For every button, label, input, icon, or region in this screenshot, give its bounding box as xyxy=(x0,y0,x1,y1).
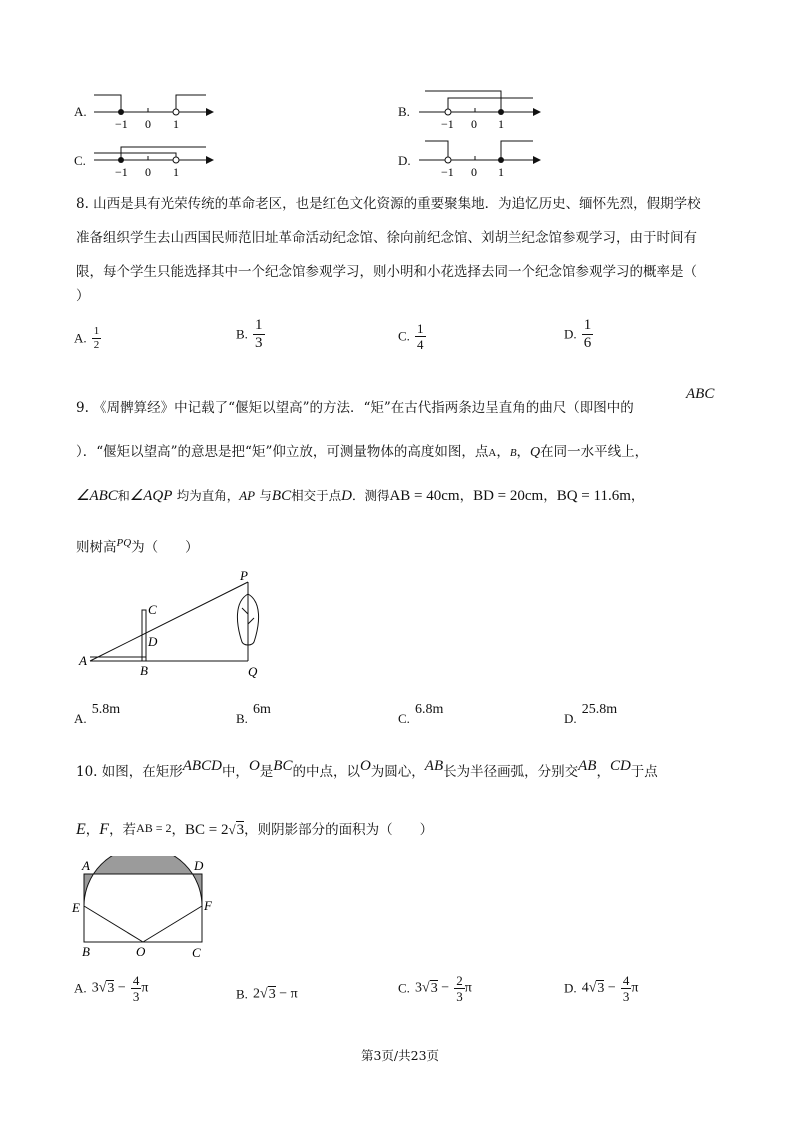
svg-text:1: 1 xyxy=(173,165,179,179)
q9-text-line-1: 9. 《周髀算经》中记载了“偃矩以望高”的方法．“矩”在古代指两条边呈直角的曲尺（即图中的 xyxy=(76,400,634,416)
svg-text:D: D xyxy=(148,634,158,649)
q10-figure xyxy=(70,856,230,964)
q7-option-c-label: C. xyxy=(74,153,86,168)
page-number: 第3页/共23页 xyxy=(360,1048,440,1063)
svg-text:0: 0 xyxy=(145,117,151,131)
q10-option-a[interactable]: A. 3√3 − $\frac{4}{3}$ π xyxy=(74,973,149,1004)
q10-text-line-1: 10. 如图，在矩形ABCD中，O是BC的中点，以O为圆心，AB长为半径画弧，分别交AB，CD于点 xyxy=(76,758,658,780)
q9-option-c[interactable]: $_{C.}$ 6.8m xyxy=(398,702,444,726)
q7-option-a-numberline xyxy=(90,86,220,136)
svg-text:Q: Q xyxy=(248,664,258,679)
svg-text:0: 0 xyxy=(145,165,151,179)
svg-text:P: P xyxy=(240,568,248,583)
q8-text-line-1: 8. 山西是具有光荣传统的革命老区，也是红色文化资源的重要聚集地．为追忆历史、缅怀先烈，假期学校 xyxy=(76,196,701,212)
q7-option-d-numberline xyxy=(415,130,545,186)
svg-text:D: D xyxy=(194,858,204,873)
svg-text:A: A xyxy=(79,653,87,668)
svg-text:0: 0 xyxy=(471,165,477,179)
q7-option-b-numberline xyxy=(415,80,545,136)
svg-text:C: C xyxy=(148,602,157,617)
q8-option-a-label: A. xyxy=(74,330,87,346)
svg-text:−1: −1 xyxy=(441,117,454,131)
q10-option-b[interactable]: B. 2√3 − π xyxy=(236,986,298,1002)
q7-option-c-numberline xyxy=(90,130,220,186)
q8-option-a[interactable] xyxy=(74,326,101,351)
svg-text:B: B xyxy=(82,944,90,959)
q8-option-b[interactable] xyxy=(236,318,265,351)
q8-option-b-fraction: $\frac{1}{3}$ xyxy=(255,317,263,351)
q8-option-c-fraction: $\frac{1}{4}$ xyxy=(417,321,424,352)
svg-text:F: F xyxy=(204,898,212,913)
svg-text:A: A xyxy=(82,858,90,873)
svg-text:−1: −1 xyxy=(115,117,128,131)
q9-math-abc: ABC xyxy=(686,386,715,402)
q8-text-line-2: 准备组织学生去山西国民师范旧址革命活动纪念馆、徐向前纪念馆、刘胡兰纪念馆参观学习，由于时间有 xyxy=(76,230,697,246)
q8-option-d-fraction: $\frac{1}{6}$ xyxy=(583,317,592,351)
q9-text-line-4: 则树高$^{PQ}$为（ ） xyxy=(76,537,199,556)
svg-text:C: C xyxy=(192,945,201,960)
q9-text-line-2: ）．“偃矩以望高”的意思是把“矩”仰立放，可测量物体的高度如图，点A，B，Q在同一水平线上， xyxy=(76,444,649,460)
q8-option-d[interactable] xyxy=(564,318,593,351)
q8-text-line-3: 限，每个学生只能选择其中一个纪念馆参观学习，则小明和小花选择去同一个纪念馆参观学习的概率是（ xyxy=(76,264,697,280)
svg-text:1: 1 xyxy=(498,165,504,179)
q7-option-d-label: D. xyxy=(398,153,411,168)
q9-option-d[interactable]: $_{D.}$ 25.8m xyxy=(564,702,618,726)
q8-option-d-label: D. xyxy=(564,326,577,342)
svg-text:0: 0 xyxy=(471,117,477,131)
q8-option-a-fraction: $\frac{1}{2}$ xyxy=(93,325,100,351)
svg-text:1: 1 xyxy=(498,117,504,131)
q9-option-a[interactable]: $_{A.}$ 5.8m xyxy=(74,702,121,726)
q10-text-line-2: E，F，若AB = 2，BC = 2√3，则阴影部分的面积为（ ） xyxy=(76,821,434,838)
q8-text-line-4: ） xyxy=(76,288,90,304)
svg-text:−1: −1 xyxy=(115,165,128,179)
svg-text:E: E xyxy=(72,900,80,915)
q8-option-c-label: C. xyxy=(398,328,410,344)
q9-option-b[interactable]: $_{B.}$ 6m xyxy=(236,702,271,726)
q8-option-b-label: B. xyxy=(236,326,248,342)
q9-figure xyxy=(76,566,296,681)
svg-text:1: 1 xyxy=(173,117,179,131)
svg-text:−1: −1 xyxy=(441,165,454,179)
q10-option-d[interactable]: D. 4√3 − $\frac{4}{3}$ π xyxy=(564,973,639,1004)
q9-text-line-3: ∠ABC和∠AQP 均为直角，AP 与BC相交于点D．测得AB = 40cm，BD = 20cm，BQ = 11.6m， xyxy=(76,488,645,504)
svg-text:B: B xyxy=(140,663,148,678)
q10-option-c[interactable]: C. 3√3 − $\frac{2}{3}$ π xyxy=(398,973,472,1004)
q7-option-b-label: B. xyxy=(398,104,410,119)
svg-text:O: O xyxy=(136,944,146,959)
q8-option-c[interactable] xyxy=(398,322,426,351)
q7-option-a-label: A. xyxy=(74,104,87,119)
